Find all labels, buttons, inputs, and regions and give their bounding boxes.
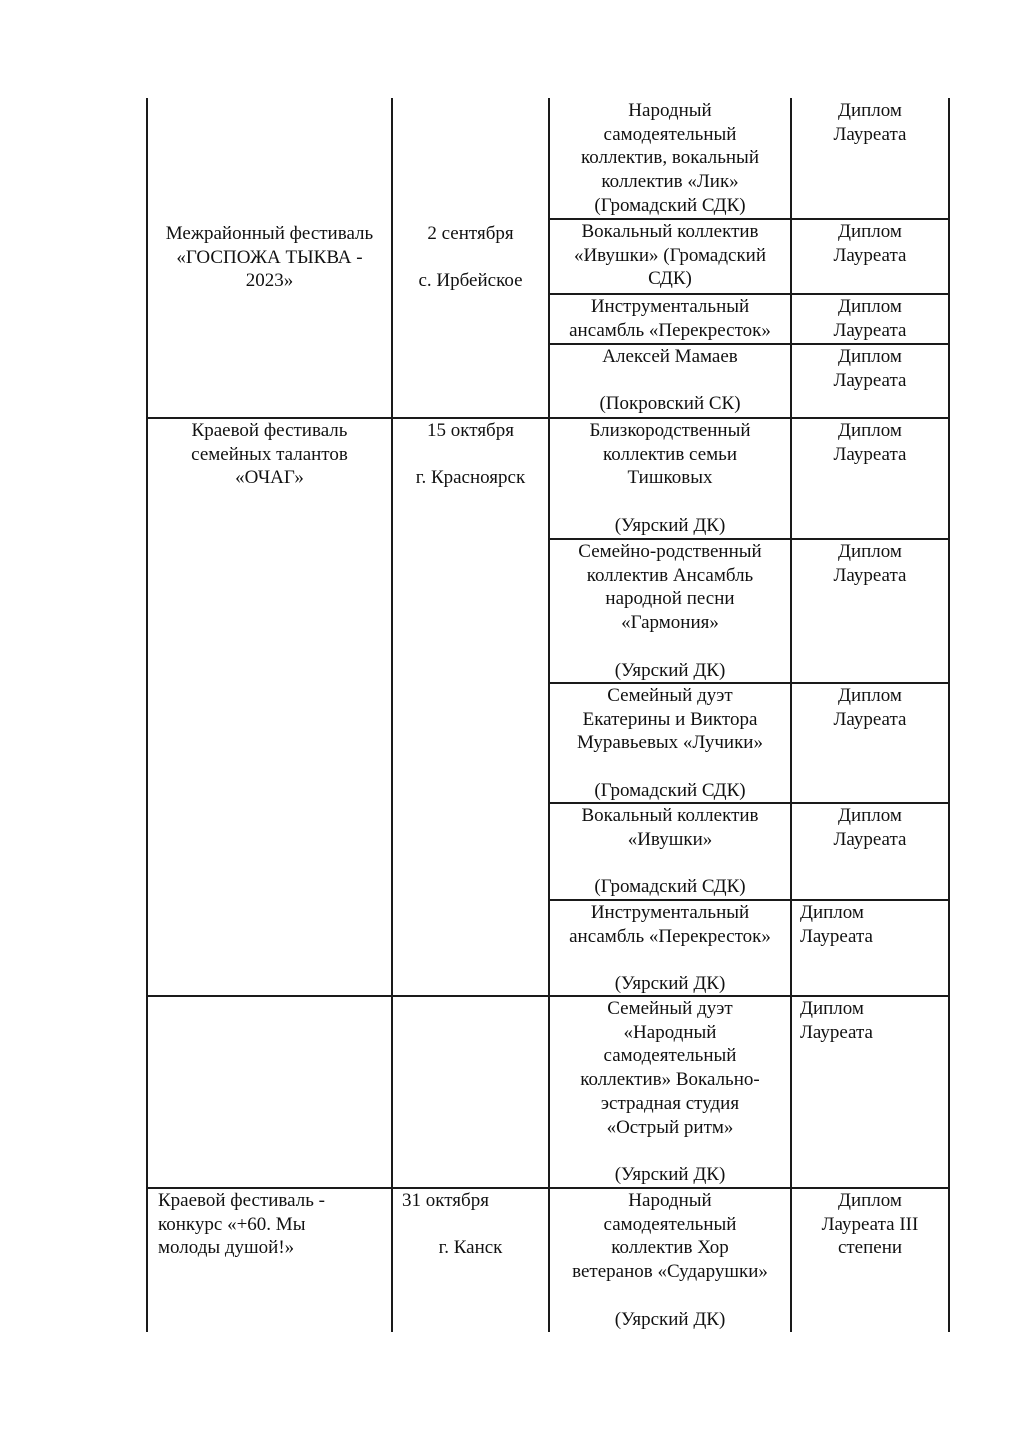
text-line: Тишковых bbox=[627, 467, 713, 489]
text-line bbox=[551, 948, 789, 972]
participant-cell bbox=[551, 295, 789, 342]
text-line: народной песни bbox=[605, 588, 735, 610]
award-cell bbox=[793, 419, 947, 466]
text-line: Лауреата bbox=[833, 123, 907, 145]
text-line: (Уярский ДК) bbox=[614, 1163, 726, 1185]
award-cell bbox=[793, 220, 947, 267]
participant-cell bbox=[551, 901, 789, 996]
award-cell bbox=[793, 295, 947, 342]
text-line: 2023» bbox=[245, 270, 294, 292]
award-cell bbox=[800, 997, 947, 1044]
text-line bbox=[394, 246, 547, 270]
text-line: семейных талантов bbox=[191, 443, 348, 465]
participant-cell bbox=[551, 540, 789, 682]
award-cell bbox=[793, 345, 947, 392]
text-line: 31 октября bbox=[402, 1190, 489, 1211]
text-line: Народный bbox=[628, 100, 712, 121]
text-line bbox=[551, 635, 789, 659]
column-rule bbox=[548, 98, 550, 1332]
participant-cell bbox=[551, 99, 789, 218]
text-line: Семейно-родственный bbox=[578, 541, 762, 562]
text-line: Муравьевых «Лучики» bbox=[577, 732, 763, 754]
text-line: (Уярский ДК) bbox=[614, 514, 726, 536]
text-line: 2 сентября bbox=[427, 223, 514, 244]
text-line: Екатерины и Виктора bbox=[582, 708, 758, 730]
text-line bbox=[551, 490, 789, 514]
text-line: с. Ирбейское bbox=[418, 270, 523, 292]
award-cell bbox=[793, 99, 947, 146]
column-rule bbox=[146, 98, 148, 1332]
text-line bbox=[551, 1139, 789, 1163]
text-line: Лауреата bbox=[833, 708, 907, 730]
column-rule bbox=[391, 98, 393, 1332]
text-line bbox=[551, 755, 789, 779]
text-line: г. Канск bbox=[438, 1237, 503, 1259]
text-line: Лауреата III bbox=[821, 1213, 919, 1235]
text-line bbox=[551, 1284, 789, 1308]
text-line: Межрайонный фестиваль bbox=[165, 223, 374, 244]
participant-cell bbox=[551, 220, 789, 291]
text-line: Диплом bbox=[838, 805, 902, 826]
text-line: ветеранов «Сударушки» bbox=[572, 1261, 768, 1283]
participant-cell bbox=[551, 345, 789, 416]
text-line: Инструментальный bbox=[590, 902, 750, 923]
text-line: Лауреата bbox=[800, 1021, 873, 1043]
text-line: Вокальный коллектив bbox=[581, 805, 759, 826]
text-line: Диплом bbox=[838, 1190, 902, 1211]
participant-cell bbox=[551, 419, 789, 538]
text-line: «Ивушки» (Громадский bbox=[573, 244, 767, 266]
text-line: СДК) bbox=[648, 268, 692, 290]
text-line: Диплом bbox=[838, 296, 902, 317]
participant-cell bbox=[551, 997, 789, 1187]
text-line: (Громадский СДК) bbox=[594, 194, 746, 216]
text-line: коллектив Хор bbox=[611, 1237, 729, 1259]
text-line: Диплом bbox=[838, 346, 902, 367]
text-line: (Громадский СДК) bbox=[594, 876, 746, 898]
award-cell bbox=[793, 804, 947, 851]
text-line: «ОЧАГ» bbox=[235, 467, 304, 489]
text-line: Диплом bbox=[838, 100, 902, 121]
event-date-cell bbox=[394, 419, 547, 490]
text-line: Краевой фестиваль bbox=[191, 420, 348, 441]
text-line: Диплом bbox=[838, 221, 902, 242]
text-line: Лауреата bbox=[833, 564, 907, 586]
column-rule bbox=[790, 98, 792, 1332]
text-line: молоды душой!» bbox=[158, 1237, 295, 1259]
text-line: Алексей Мамаев bbox=[602, 346, 738, 367]
text-line: (Уярский ДК) bbox=[614, 659, 726, 681]
participant-cell bbox=[551, 1189, 789, 1331]
text-line: Семейный дуэт bbox=[607, 685, 733, 706]
text-line: эстрадная студия bbox=[600, 1092, 740, 1114]
participant-cell bbox=[551, 684, 789, 803]
text-line: «Народный bbox=[623, 1021, 717, 1043]
column-rule bbox=[948, 98, 950, 1332]
text-line: «Острый ритм» bbox=[606, 1116, 734, 1138]
event-name-cell bbox=[158, 1189, 390, 1260]
text-line: коллектив «Лик» bbox=[601, 171, 739, 193]
text-line: (Уярский ДК) bbox=[614, 1308, 726, 1330]
text-line: Народный bbox=[628, 1190, 712, 1211]
text-line: Диплом bbox=[800, 998, 864, 1019]
text-line: Краевой фестиваль - bbox=[158, 1190, 325, 1211]
text-line: самодеятельный bbox=[603, 1045, 737, 1067]
award-cell bbox=[793, 684, 947, 731]
event-name-cell bbox=[149, 222, 390, 293]
text-line: «Гармония» bbox=[621, 612, 719, 634]
text-line: Лауреата bbox=[833, 244, 907, 266]
text-line: конкурс «+60. Мы bbox=[158, 1213, 306, 1235]
text-line: Близкородственный bbox=[589, 420, 751, 441]
text-line: Диплом bbox=[800, 902, 864, 923]
text-line: ансамбль «Перекресток» bbox=[569, 925, 771, 947]
text-line: (Покровский СК) bbox=[599, 393, 741, 415]
participant-cell bbox=[551, 804, 789, 899]
text-line bbox=[551, 851, 789, 875]
text-line bbox=[551, 369, 789, 393]
text-line: коллектив, вокальный bbox=[581, 147, 759, 169]
text-line: «Ивушки» bbox=[627, 828, 713, 850]
award-cell bbox=[793, 1189, 947, 1260]
text-line: 15 октября bbox=[427, 420, 514, 441]
text-line: ансамбль «Перекресток» bbox=[569, 319, 771, 341]
text-line: Лауреата bbox=[833, 443, 907, 465]
text-line: Диплом bbox=[838, 541, 902, 562]
text-line: (Уярский ДК) bbox=[614, 973, 726, 995]
text-line bbox=[394, 443, 547, 467]
text-line: Лауреата bbox=[833, 319, 907, 341]
text-line: коллектив семьи bbox=[602, 443, 738, 465]
text-line: Лауреата bbox=[800, 925, 873, 947]
award-cell bbox=[800, 901, 947, 948]
text-line: «ГОСПОЖА ТЫКВА - bbox=[176, 246, 363, 268]
text-line: самодеятельный bbox=[603, 1213, 737, 1235]
text-line: Лауреата bbox=[833, 369, 907, 391]
text-line bbox=[394, 1213, 547, 1237]
text-line: г. Красноярск bbox=[415, 467, 526, 489]
text-line: Диплом bbox=[838, 685, 902, 706]
text-line: коллектив» Вокально- bbox=[580, 1069, 760, 1091]
text-line: Лауреата bbox=[833, 828, 907, 850]
text-line: Семейный дуэт bbox=[607, 998, 733, 1019]
event-name-cell bbox=[149, 419, 390, 490]
event-date-cell bbox=[394, 1189, 547, 1260]
text-line: (Громадский СДК) bbox=[594, 779, 746, 801]
text-line: коллектив Ансамбль bbox=[586, 564, 754, 586]
text-line: степени bbox=[837, 1237, 903, 1259]
text-line: Вокальный коллектив bbox=[581, 221, 759, 242]
text-line: самодеятельный bbox=[603, 123, 737, 145]
award-cell bbox=[793, 540, 947, 587]
text-line: Диплом bbox=[838, 420, 902, 441]
text-line: Инструментальный bbox=[590, 296, 750, 317]
event-date-cell bbox=[394, 222, 547, 293]
